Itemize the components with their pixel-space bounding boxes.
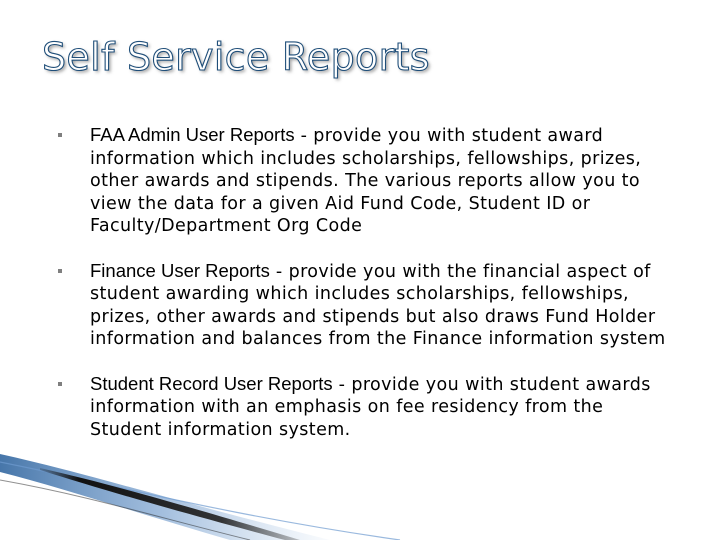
- bullet-item-student-record: [58, 373, 668, 442]
- bullet-item-faa-admin: [58, 124, 668, 238]
- bullet-text: provide you with student awards information with an emphasis on fee residency from the Student information system.: [90, 374, 651, 440]
- bullet-heading: Finance User Reports: [90, 259, 270, 281]
- square-bullet-icon: [58, 133, 62, 137]
- decorative-swoosh: [0, 440, 720, 540]
- square-bullet-icon: [58, 382, 62, 386]
- bullet-separator: -: [332, 374, 352, 395]
- square-bullet-icon: [58, 269, 62, 273]
- bullet-text: provide you with the financial aspect of student awarding which includes scholarships, fellowships, prizes, other awards and stipends but also draws Fund Holder information and balances from the Finance information system: [90, 261, 666, 349]
- bullet-text: provide you with student award information which includes scholarships, fellowships, prizes, other awards and stipends. The various reports allow you to view the data for a given Aid Fund Code, Student ID or Faculty/Department Org Code: [90, 126, 642, 236]
- bullet-item-finance: [58, 260, 668, 351]
- bullet-separator: -: [269, 261, 289, 282]
- slide-title: Self Service Reports: [42, 35, 430, 79]
- bullet-separator: -: [294, 126, 314, 146]
- bullet-heading: Student Record User Reports: [90, 372, 333, 394]
- bullet-list: [58, 124, 668, 441]
- dark-swoosh-shape: [40, 468, 300, 540]
- bullet-heading: FAA Admin User Reports: [90, 124, 295, 145]
